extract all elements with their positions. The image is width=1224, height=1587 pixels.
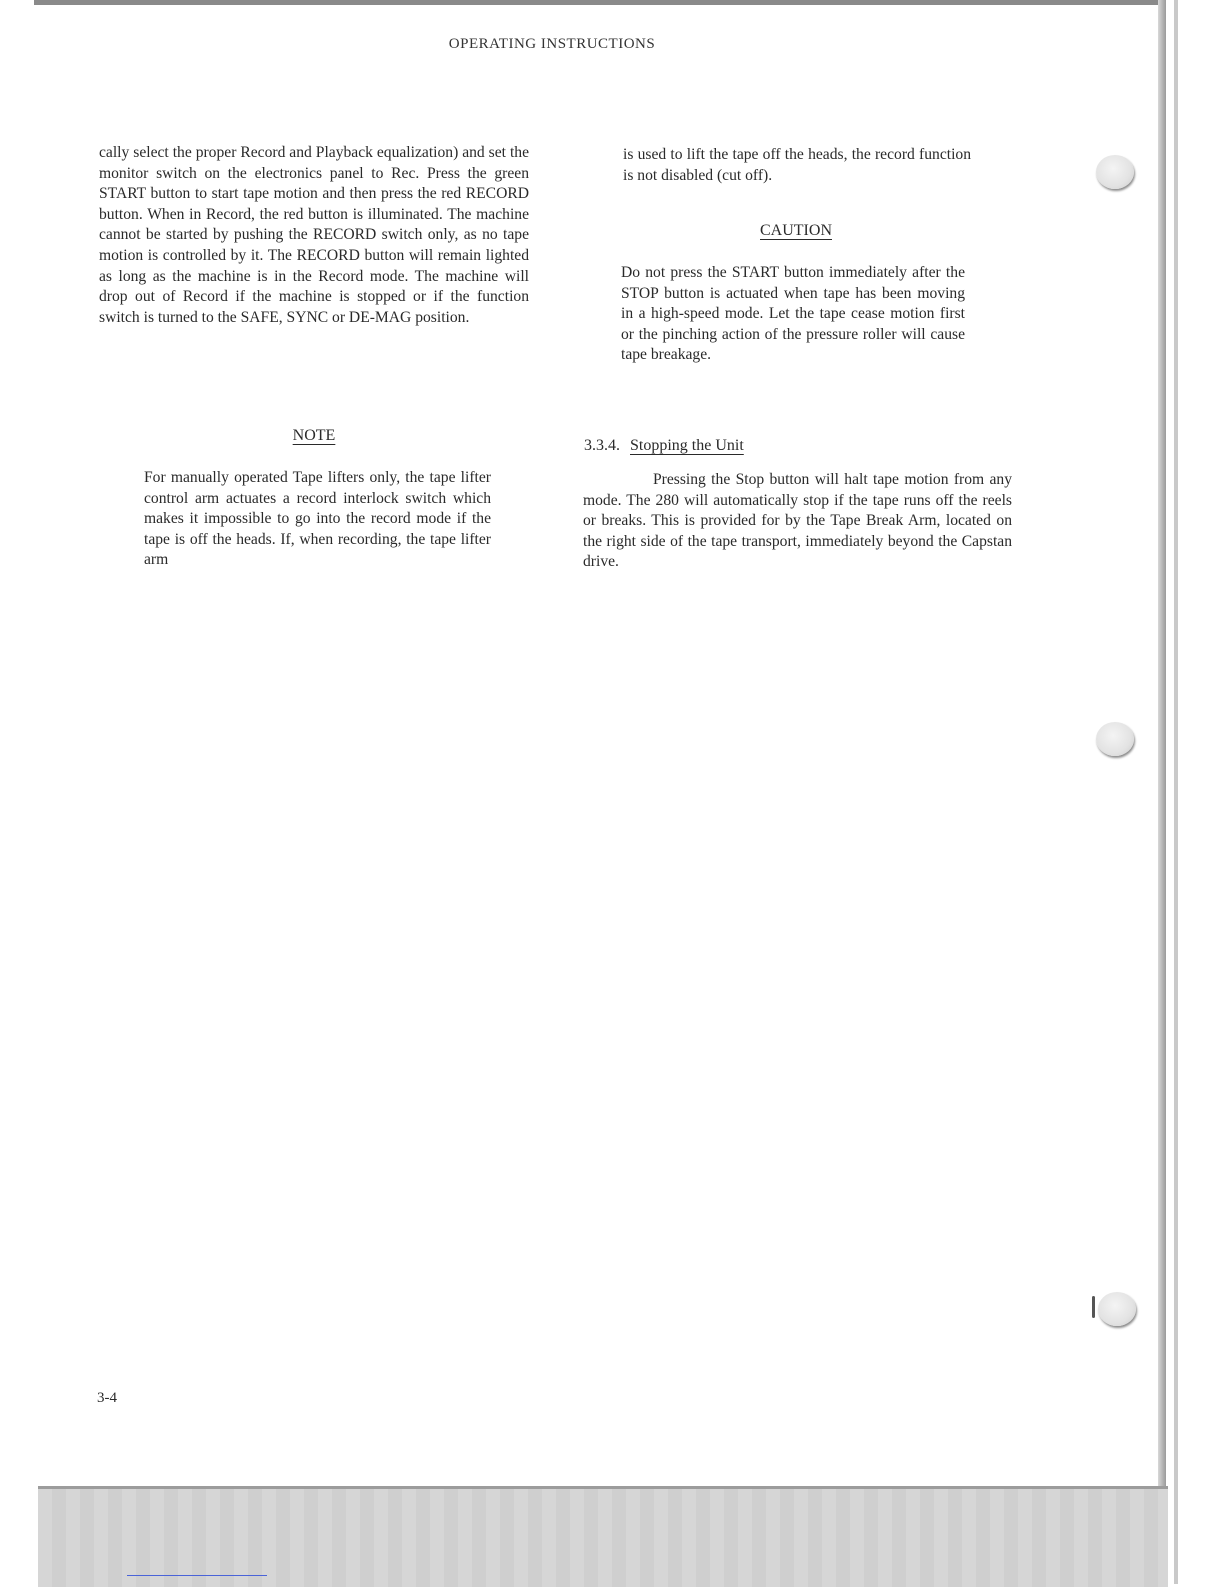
section-heading (584, 437, 744, 455)
right-column-continuation (623, 145, 971, 186)
binder-hole-icon (1096, 722, 1134, 756)
left-column (99, 143, 529, 328)
note-text: For manually operated Tape lifters only, the tape lifter control arm actuates a record interlock switch which makes it impossible to go into the record mode if the tape is off the heads. If, when recording, the tape lifter arm (144, 469, 491, 569)
scan-border (1174, 0, 1178, 1584)
section-text: Pressing the Stop button will halt tape motion from any mode. The 280 will automatically stop if the tape runs off the reels or breaks. This is provided for by the Tape Break Arm, located on the right side of the tape transport, immediately beyond the Capstan drive. (583, 471, 1012, 571)
caution-heading-block (623, 222, 969, 240)
binder-hole-icon (1096, 155, 1134, 189)
caution-text: Do not press the START button immediately after the STOP button is actuated when tape has been moving in a high-speed mode. Let the tape cease motion first or the pinching action of the pressure roller will cause tape breakage. (621, 264, 965, 364)
note-heading-block (99, 427, 529, 445)
running-head: OPERATING INSTRUCTIONS (448, 36, 656, 52)
scan-artifact-line (127, 1575, 267, 1576)
caution-heading: CAUTION (760, 222, 832, 239)
page-right-edge (1158, 0, 1166, 1490)
note-heading: NOTE (292, 427, 336, 444)
section-number: 3.3.4. (584, 437, 620, 454)
binder-hole-icon (1098, 1292, 1136, 1326)
page-number: 3-4 (97, 1390, 117, 1406)
section-title: Stopping the Unit (630, 437, 744, 454)
note-body (144, 468, 491, 571)
scan-bottom-margin (38, 1486, 1168, 1587)
page-top-edge (34, 0, 1164, 5)
record-procedure-paragraph: cally select the proper Record and Playback equalization) and set the monitor switch on the electronics panel to Rec. Press the green START button to start tape motion and then press the red RECORD button. When in Record, the red button is illuminated. The machine cannot be started by pushing the RECORD switch only, as no tape motion is controlled by it. The RECORD button will remain lighted as long as the machine is in the Record mode. The machine will drop out of Record if the machine is stopped or if the function switch is turned to the SAFE, SYNC or DE-MAG position. (99, 144, 529, 326)
section-body (583, 470, 1012, 573)
caution-body (621, 263, 965, 366)
note-continuation-text: is used to lift the tape off the heads, the record function is not disabled (cut off). (623, 146, 971, 184)
